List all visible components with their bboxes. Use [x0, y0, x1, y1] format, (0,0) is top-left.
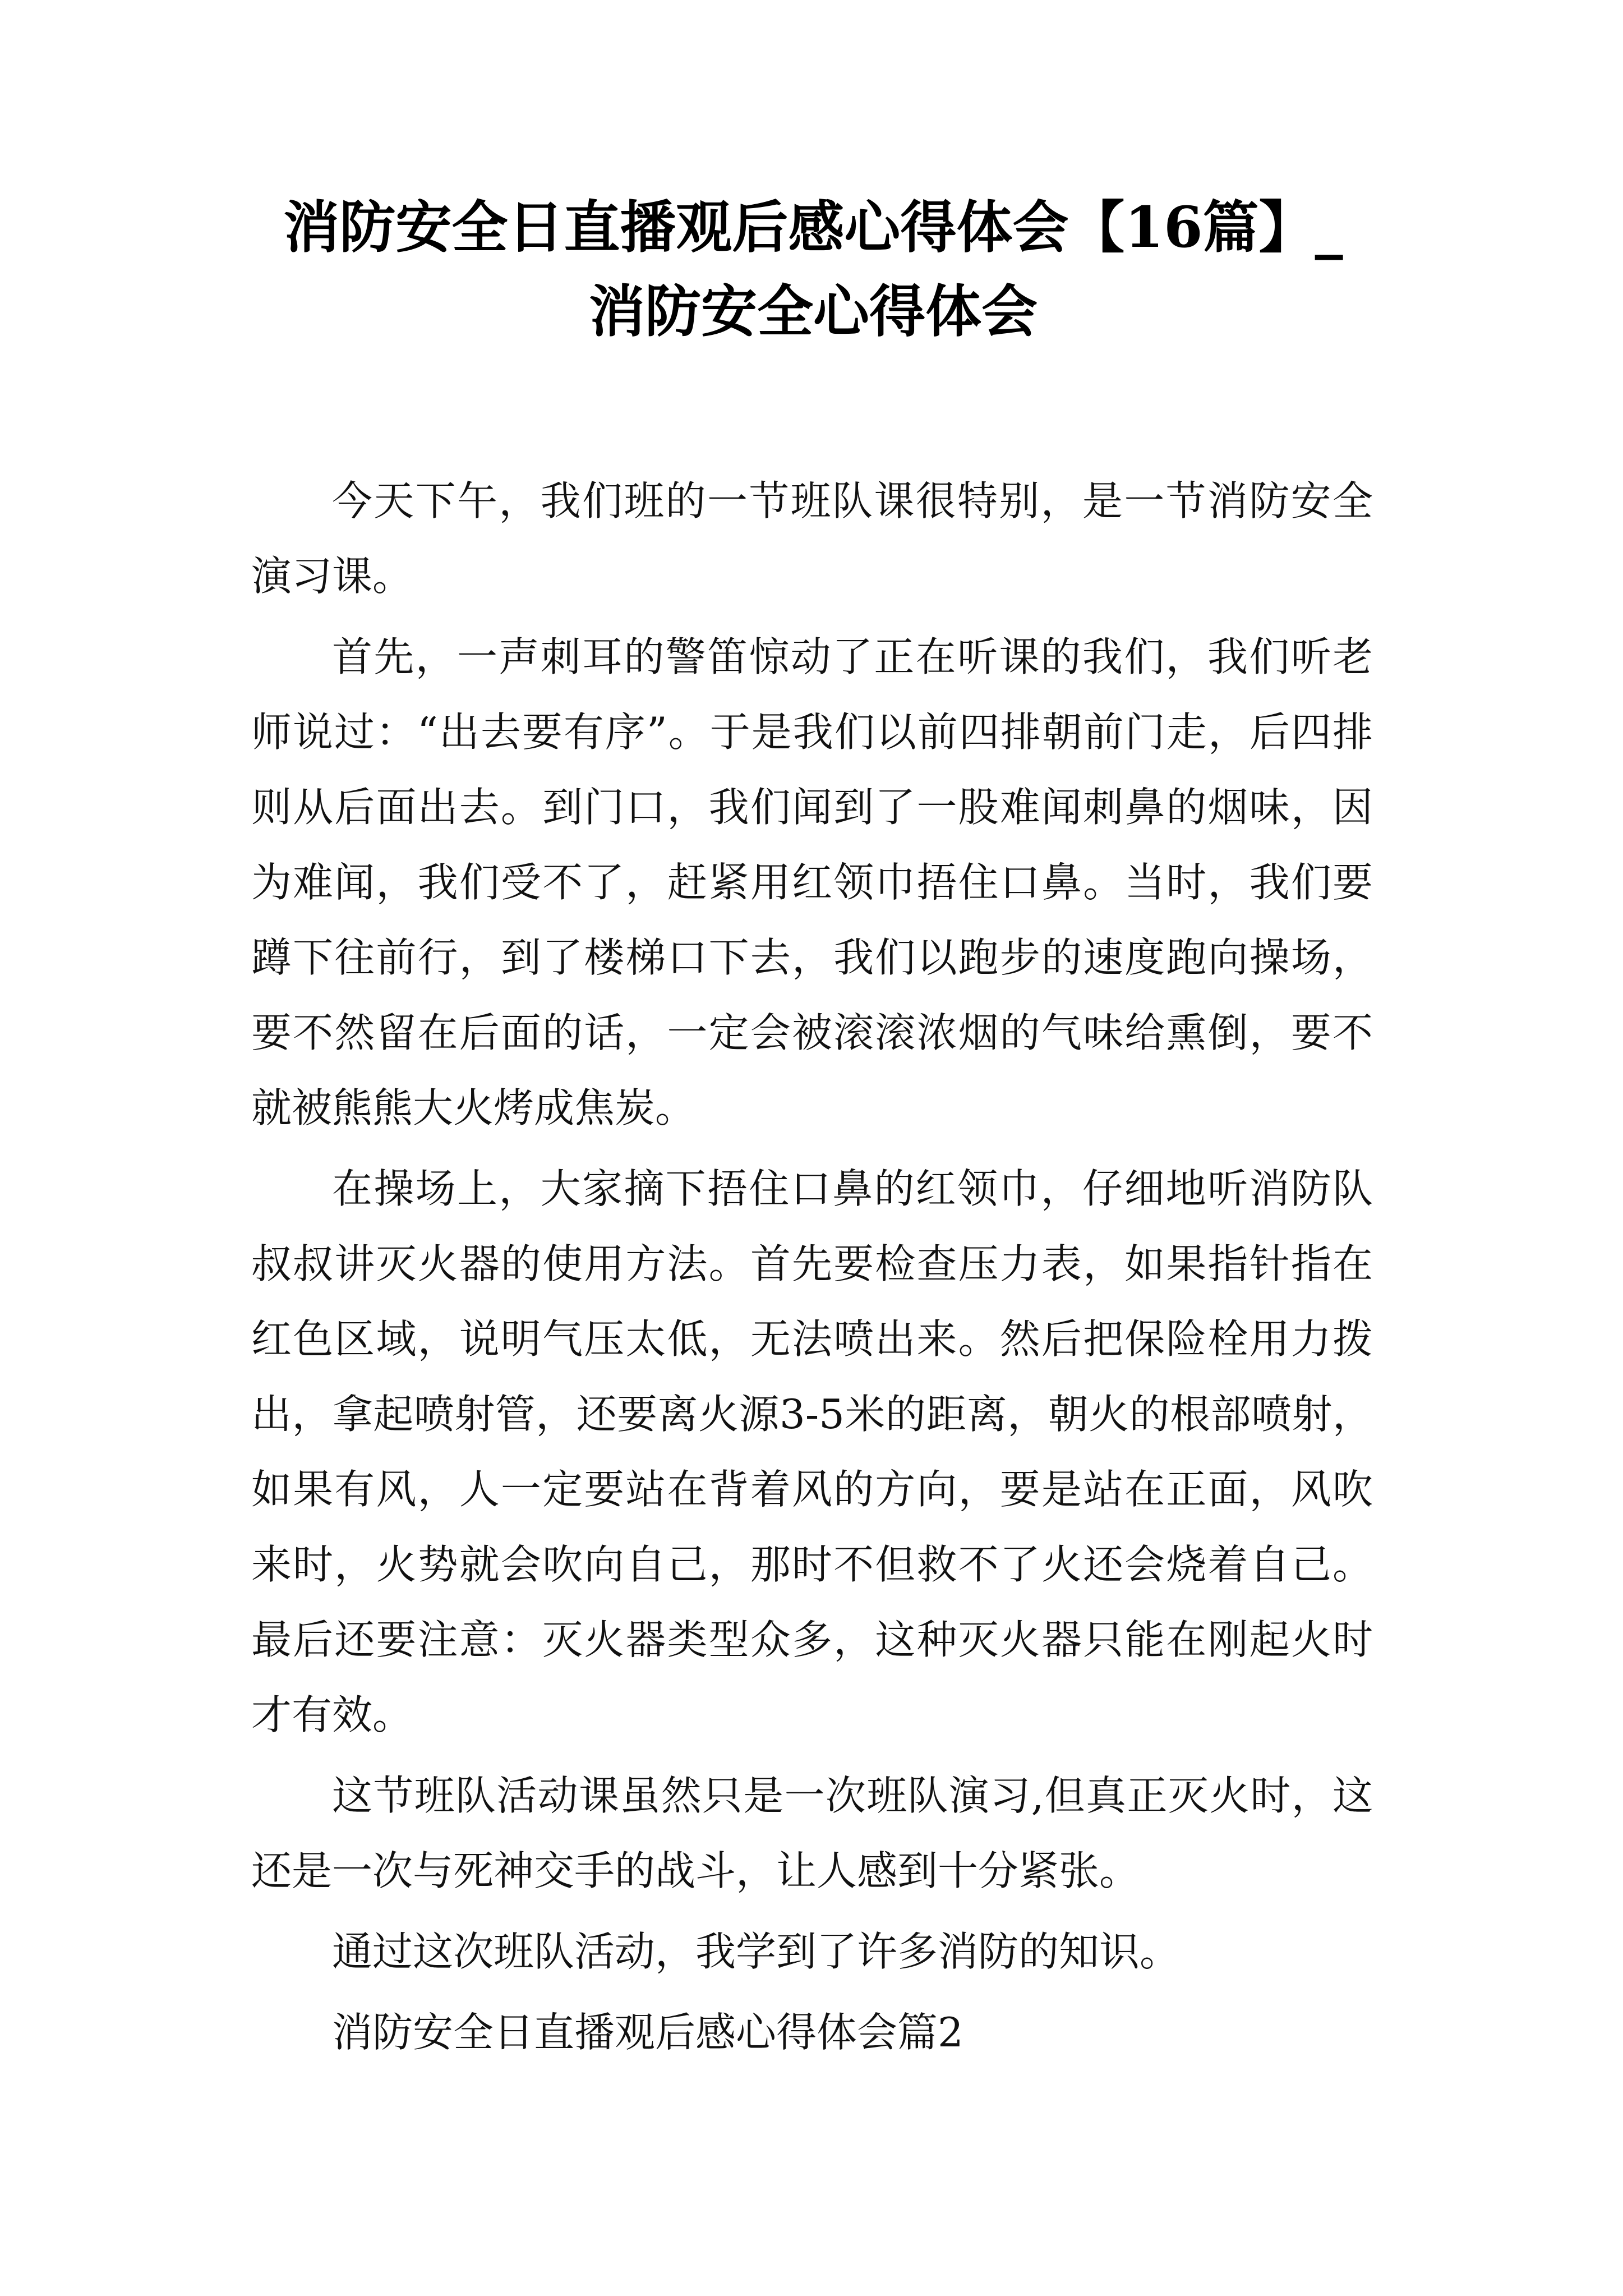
document-body: [251, 463, 1373, 2076]
section-heading: 消防安全日直播观后感心得体会篇2: [332, 2009, 963, 2056]
paragraph: 在操场上，大家摘下捂住口鼻的红领巾，仔细地听消防队叔叔讲灭火器的使用方法。首先要检查压力表，如果指针指在红色区域，说明气压太低，无法喷出来。然后把保险栓用力拨出，拿起喷射管，还要离火源3-5米的距离，朝火的根部喷射，如果有风，人一定要站在背着风的方向，要是站在正面，风吹来时，火势就会吹向自己，那时不但救不了火还会烧着自己。最后还要注意：灭火器类型众多，这种灭火器只能在刚起火时才有效。: [251, 1165, 1373, 1738]
paragraph: 通过这次班队活动，我学到了许多消防的知识。: [332, 1928, 1181, 1975]
title-line-2: 消防安全心得体会: [589, 278, 1038, 344]
paragraph: 这节班队活动课虽然只是一次班队演习,但真正灭火时，这还是一次与死神交手的战斗，让人感到十分紧张。: [251, 1772, 1373, 1894]
title-line-1: 消防安全日直播观后感心得体会【16篇】_: [283, 194, 1343, 260]
document-title: [236, 185, 1391, 353]
paragraph: 首先，一声刺耳的警笛惊动了正在听课的我们，我们听老师说过：“出去要有序”。于是我们以前四排朝前门走，后四排则从后面出去。到门口，我们闻到了一股难闻刺鼻的烟味，因为难闻，我们受不了，赶紧用红领巾捂住口鼻。当时，我们要蹲下往前行，到了楼梯口下去，我们以跑步的速度跑向操场，要不然留在后面的话，一定会被滚滚浓烟的气味给熏倒，要不就被熊熊大火烤成焦炭。: [251, 633, 1373, 1131]
paragraph: 今天下午，我们班的一节班队课很特别，是一节消防安全演习课。: [251, 477, 1373, 600]
